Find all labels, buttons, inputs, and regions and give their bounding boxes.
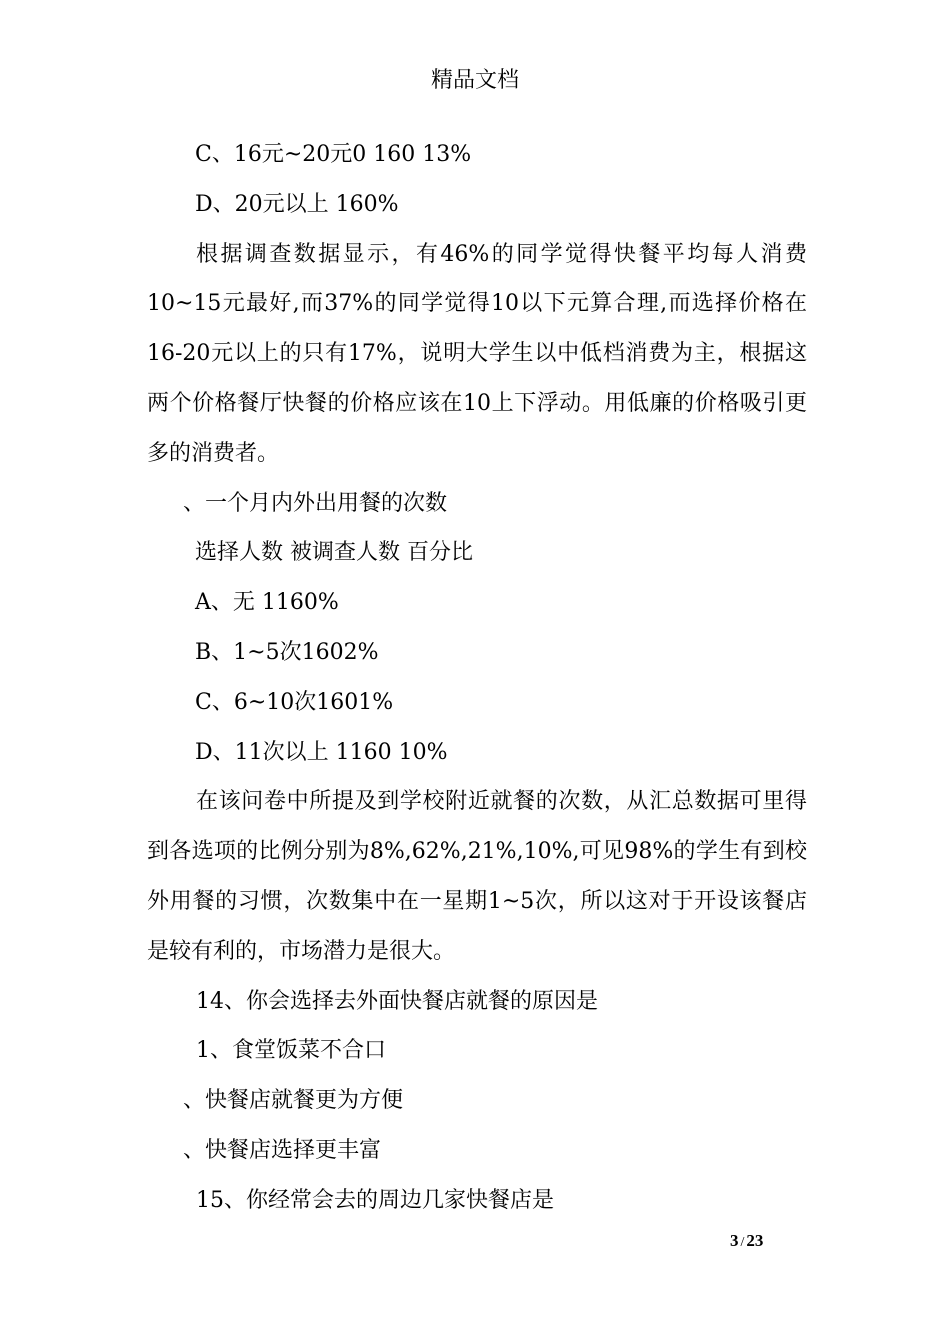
q14-option-3: 、快餐店选择更丰富	[183, 1137, 382, 1163]
page-number	[730, 1229, 763, 1255]
price-option-c: C、16元~20元0 160 13%	[195, 142, 472, 167]
page-separator: /	[740, 1235, 745, 1250]
q14-option-1: 1、食堂饭菜不合口	[196, 1038, 386, 1064]
document-body	[147, 130, 807, 1226]
frequency-option-b: B、1~5次1602%	[195, 639, 379, 665]
frequency-analysis-paragraph: 在该问卷中所提及到学校附近就餐的次数，从汇总数据可里得到各选项的比例分别为8%,62%,21%,10%,可见98%的学生有到校外用餐的习惯，次数集中在一星期1~5次，所以这对于开设该餐店是较有利的，市场潜力是很大。	[147, 789, 807, 964]
header-title: 精品文档	[430, 68, 519, 93]
frequency-option-a: A、无 1160%	[195, 590, 339, 616]
page-total: 23	[746, 1231, 764, 1250]
frequency-table-header: 选择人数 被调查人数 百分比	[195, 540, 473, 566]
frequency-option-c: C、6~10次1601%	[195, 689, 394, 715]
frequency-question: 、一个月内外出用餐的次数	[183, 490, 448, 516]
question-15: 15、你经常会去的周边几家快餐店是	[196, 1187, 554, 1213]
price-option-d: D、20元以上 160%	[195, 191, 399, 217]
document-header	[0, 64, 950, 98]
frequency-option-d: D、11次以上 1160 10%	[195, 739, 448, 765]
price-analysis-paragraph: 根据调查数据显示，有46%的同学觉得快餐平均每人消费10~15元最好,而37%的同学觉得10以下元算合理,而选择价格在16-20元以上的只有17%，说明大学生以中低档消费为主，根据这两个价格餐厅快餐的价格应该在10上下浮动。用低廉的价格吸引更多的消费者。	[147, 241, 807, 466]
q14-option-2: 、快餐店就餐更为方便	[183, 1088, 404, 1114]
question-14: 14、你会选择去外面快餐店就餐的原因是	[196, 988, 598, 1014]
page-current: 3	[730, 1231, 739, 1250]
